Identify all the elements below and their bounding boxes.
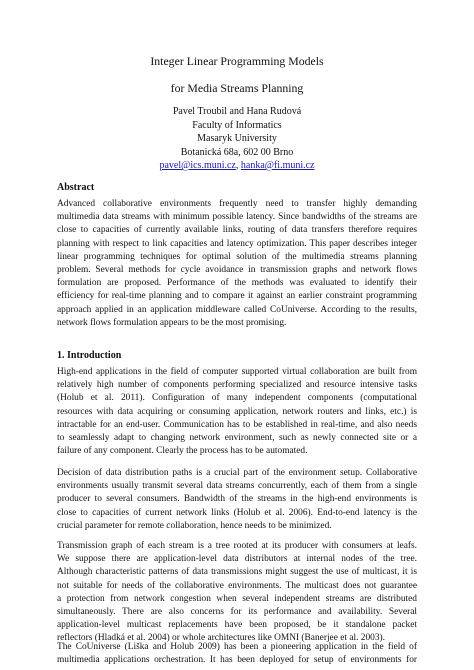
section-heading-introduction: 1. Introduction [57, 350, 122, 361]
text-line: problem. Several methods for cycle avoidance in transmission graphs and network flows [57, 265, 417, 276]
authors: Pavel Troubil and Hana Rudová [172, 106, 302, 117]
text-line: linear programming techniques for optimal solution of the multimedia streams planning [57, 251, 417, 262]
text-line: close to capacities of current network links (Holub et al. 2006). End-to-end latency is the [57, 507, 417, 518]
paper-title: Integer Linear Programming Models [150, 54, 324, 68]
text-line: simultaneously. There are also concerns for its performance and availability. Several [57, 607, 417, 618]
paper-subtitle: for Media Streams Planning [170, 81, 304, 95]
text-line: We suppose there are application-level data distributors at internal nodes of the tree. [57, 554, 417, 565]
text-line: (Holub et al. 2011). Configuration of many independent components (computational [57, 393, 417, 404]
text-line: multimedia data streams with minimum possible latency. Since bandwidths of the streams are [57, 212, 417, 223]
text-line: relatively high number of components performing specialized and resource intensive tasks [57, 380, 417, 391]
intro-paragraph-3 [57, 540, 417, 646]
text-line: environments usually transmit several data streams concurrently, each of them from a single [57, 481, 417, 492]
text-line: planning with respect to link capacities and latency optimization. This paper describes integer [57, 238, 417, 249]
text-line: efficiency for real-time planning and to compare it against an earlier constraint programming [57, 291, 417, 302]
intro-paragraph-1 [57, 366, 417, 458]
text-line: reflectors (Hladká et al. 2004) or whole architectures like OMNI (Banerjee et al. 2003). [57, 633, 385, 644]
text-line: failure of any component. Clearly the process has to be automated. [57, 446, 308, 457]
text-line: Decision of data distribution paths is a crucial part of the environment setup. Collaborative [57, 468, 417, 478]
text-line: approach applied in an application middleware called CoUniverse. According to the results, [57, 304, 417, 315]
text-line: network flows formulation appears to be the most promising. [57, 317, 287, 328]
intro-paragraph-2 [57, 467, 417, 533]
text-line: multimedia applications orchestration. It has been deployed for setup of environments for [57, 655, 417, 666]
text-line: a protection from network congestion when several independent streams are distributed [57, 593, 417, 604]
email-line: pavel@ics.muni.cz, hanka@fi.muni.cz [159, 160, 315, 171]
abstract-heading: Abstract [57, 182, 95, 193]
author-block [0, 105, 474, 173]
text-line: producer to several consumers. Bandwidth of the streams in the high-end environments is [57, 494, 417, 505]
text-line: close to capacities of currently available links, routing of data transfers therefore requires [57, 225, 417, 236]
text-line: Although characteristic patterns of data transmissions might suggest the use of multicast, it is [57, 567, 417, 578]
text-line: to seamlessly adapt to changing network environment, such as newly connected site or a [57, 433, 417, 444]
text-line: intractable for an end-user. Communication has to be established in real-time, and also needs [57, 419, 417, 430]
affiliation-line: Faculty of Informatics [192, 119, 282, 131]
intro-paragraph-4 [57, 641, 417, 667]
affiliation-line: Botanická 68a, 602 00 Brno [180, 146, 294, 158]
affiliation-line: Masaryk University [197, 133, 277, 144]
abstract-paragraph [57, 198, 417, 330]
email-link[interactable]: pavel@ics.muni.cz [159, 160, 236, 171]
text-line: The CoUniverse (Liška and Holub 2009) has been a pioneering application in the field of [57, 642, 417, 652]
text-line: Transmission graph of each stream is a tree rooted at its producer with consumers at leafs. [57, 541, 417, 551]
text-line: resources with data acquiring or consuming application, network routers and links, etc.) is [57, 406, 417, 417]
text-line: crucial parameter for remote collaboration, hence needs to be minimized. [57, 520, 332, 531]
text-line: formulation are proposed. Performance of the methods was evaluated to identify their [57, 278, 417, 289]
email-link[interactable]: hanka@fi.muni.cz [240, 160, 315, 171]
text-line: application-level multicast replacements have been proposed, be it standalone packet [57, 620, 417, 631]
text-line: Advanced collaborative environments frequently need to transfer highly demanding [57, 199, 417, 209]
text-line: not suitable for needs of the collaborative environments. The multicast does not guarantee [57, 580, 417, 591]
text-line: High-end applications in the field of computer supported virtual collaboration are built from [57, 367, 417, 377]
